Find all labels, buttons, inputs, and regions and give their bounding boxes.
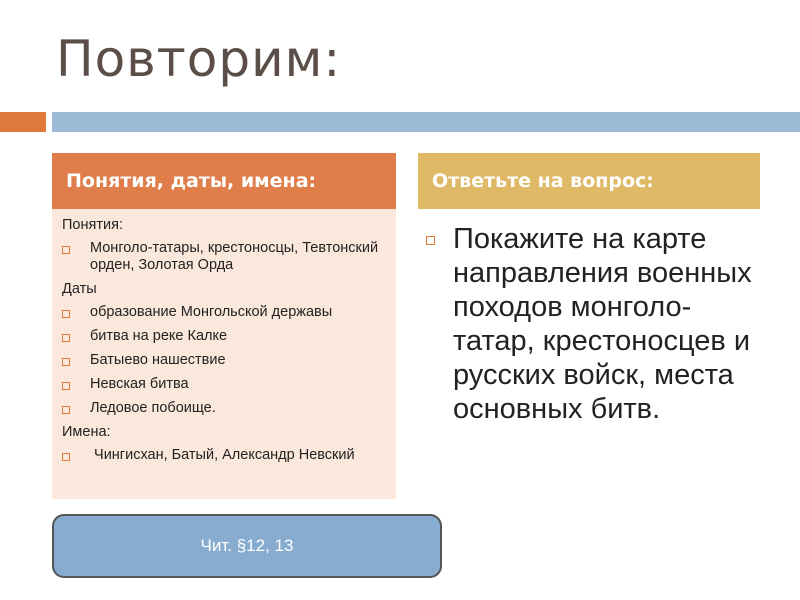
date-item: Ледовое побоище.: [90, 400, 216, 416]
list-item: [62, 447, 388, 464]
concepts-label: Понятия:: [62, 217, 123, 233]
square-bullet-icon: [62, 334, 70, 342]
square-bullet-icon: [62, 382, 70, 390]
list-item: [62, 304, 388, 321]
reading-assignment-button[interactable]: Чит. §12, 13: [52, 514, 442, 578]
square-bullet-icon: [62, 453, 70, 461]
list-item: [62, 352, 388, 369]
name-item: Чингисхан, Батый, Александр Невский: [90, 447, 355, 463]
left-panel-header: Понятия, даты, имена:: [52, 153, 396, 209]
list-item: [62, 376, 388, 393]
list-item: [62, 400, 388, 417]
question-text: Покажите на карте направления военных походов монголо-татар, крестоносцев и русских войск, места основных битв.: [453, 223, 752, 425]
title-divider-bar: [52, 112, 800, 132]
question-item: [418, 222, 768, 426]
title-accent-bar: [0, 112, 46, 132]
dates-label: Даты: [62, 281, 97, 297]
list-item: [62, 328, 388, 345]
square-bullet-icon: [426, 236, 435, 245]
square-bullet-icon: [62, 406, 70, 414]
date-item: Невская битва: [90, 376, 189, 392]
square-bullet-icon: [62, 310, 70, 318]
left-panel-body: [52, 209, 396, 499]
page-title: Повторим:: [56, 30, 342, 88]
right-panel-body: [418, 222, 768, 433]
date-item: битва на реке Калке: [90, 328, 228, 344]
date-item: Батыево нашествие: [90, 352, 226, 368]
list-item: [62, 240, 388, 274]
square-bullet-icon: [62, 246, 70, 254]
names-label: Имена:: [62, 424, 111, 440]
concept-item: Монголо-татары, крестоносцы, Тевтонский орден, Золотая Орда: [90, 240, 379, 273]
square-bullet-icon: [62, 358, 70, 366]
right-panel-header: Ответьте на вопрос:: [418, 153, 760, 209]
date-item: образование Монгольской державы: [90, 304, 333, 320]
